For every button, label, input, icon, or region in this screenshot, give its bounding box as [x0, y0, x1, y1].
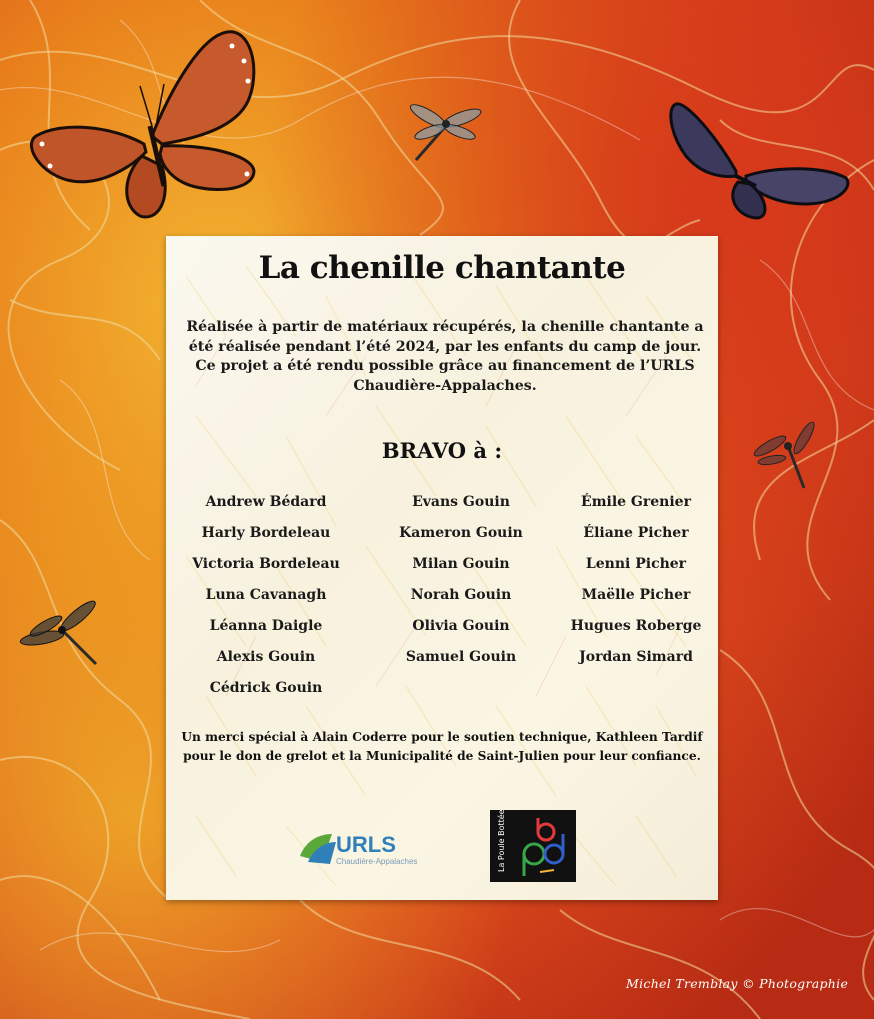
list-item: Lenni Picher [585, 556, 687, 572]
poster-title: La chenille chantante [258, 250, 626, 286]
intro-paragraph: Réalisée à partir de matériaux récupérés, la chenille chantante a été réalisée pendant l’été 2024, par les enfants du camp de jour. Ce projet a été rendu possible grâce au financement de l’URLS Chaudière-Appalaches. [186, 319, 704, 394]
list-item: Alexis Gouin [216, 649, 316, 665]
list-item: Milan Gouin [412, 556, 510, 572]
list-item: Léanna Daigle [209, 618, 323, 634]
thanks-paragraph: Un merci spécial à Alain Coderre pour le soutien technique, Kathleen Tardif pour le don de grelot et la Municipalité de Saint-Julien pour leur confiance. [181, 730, 703, 763]
list-item: Evans Gouin [412, 494, 510, 510]
names-column-1 [176, 492, 356, 709]
list-item: Éliane Picher [583, 525, 689, 541]
list-item: Andrew Bédard [205, 494, 327, 510]
poule-bottee-logo [490, 810, 576, 882]
list-item: Luna Cavanagh [205, 587, 327, 603]
monarch-butterfly-icon [22, 26, 262, 222]
list-item: Samuel Gouin [405, 649, 517, 665]
list-item: Hugues Roberge [570, 618, 702, 634]
photo-credit: Michel Tremblay © Photographie [626, 976, 849, 991]
blue-butterfly-icon [666, 96, 854, 226]
dragonfly-icon [18, 594, 102, 668]
list-item: Olivia Gouin [412, 618, 510, 634]
list-item: Harly Bordeleau [201, 525, 331, 541]
urls-logo-text: URLS [336, 832, 396, 857]
list-item: Émile Grenier [581, 494, 691, 510]
names-column-3 [554, 492, 718, 678]
urls-logo [296, 828, 436, 870]
list-item: Norah Gouin [410, 587, 512, 603]
names-column-2 [371, 492, 551, 678]
dragonfly-icon [752, 416, 822, 490]
list-item: Cédrick Gouin [209, 680, 323, 696]
dragonfly-icon [404, 92, 484, 164]
urls-logo-subtext: Chaudière-Appalaches [336, 857, 418, 866]
list-item: Victoria Bordeleau [192, 556, 340, 572]
poster [166, 236, 718, 900]
poule-bottee-logo-text: La Poule Bottée [497, 810, 506, 872]
list-item: Kameron Gouin [399, 525, 523, 541]
bravo-heading: BRAVO à : [381, 438, 503, 463]
list-item: Maëlle Picher [581, 587, 691, 603]
list-item: Jordan Simard [579, 649, 693, 665]
